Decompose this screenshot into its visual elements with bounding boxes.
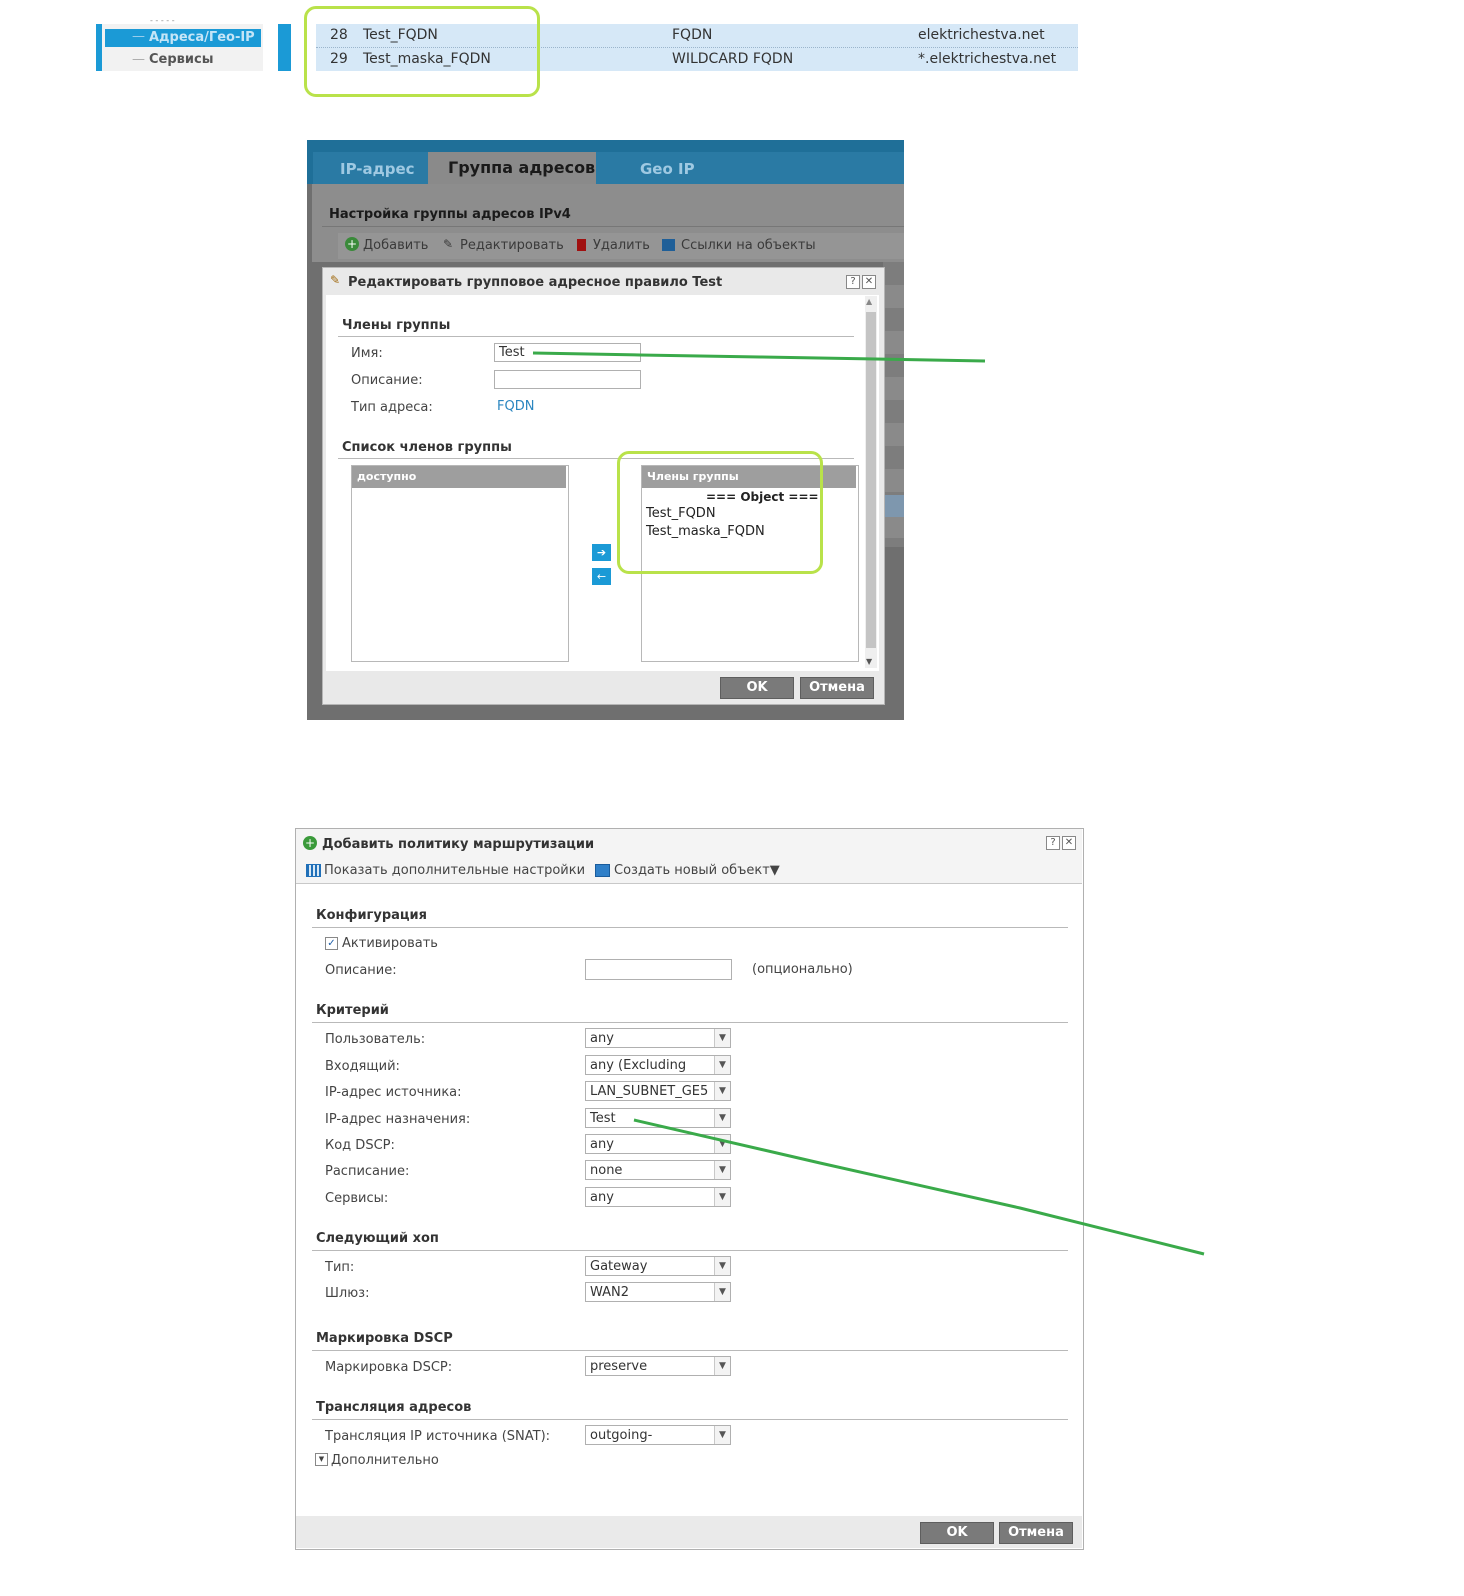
name-input[interactable]: Test xyxy=(494,343,641,362)
table-cell-type: WILDCARD FQDN xyxy=(672,51,794,67)
description-label: Описание: xyxy=(351,373,423,388)
section-config: Конфигурация xyxy=(316,908,427,923)
help-button[interactable]: ? xyxy=(846,275,860,289)
chevron-down-icon[interactable]: ▼ xyxy=(714,1029,730,1047)
chevron-down-icon[interactable]: ▼ xyxy=(714,1426,730,1444)
select-value: any xyxy=(590,1190,614,1205)
chevron-down-icon[interactable]: ▼ xyxy=(714,1188,730,1206)
select-value: Gateway xyxy=(590,1259,648,1274)
expand-icon[interactable]: ▼ xyxy=(315,1453,328,1466)
select-value: Test xyxy=(590,1111,616,1126)
activate-checkbox[interactable]: ✓ xyxy=(325,937,338,950)
user-label: Пользователь: xyxy=(325,1032,426,1047)
add-icon: + xyxy=(304,836,316,850)
select-value: outgoing- xyxy=(590,1428,653,1443)
tab-address-group[interactable]: Группа адресов xyxy=(448,158,596,177)
show-advanced-button[interactable]: Показать дополнительные настройки xyxy=(324,863,586,878)
ok-button[interactable]: OK xyxy=(920,1522,994,1544)
select-value: none xyxy=(590,1163,623,1178)
select-value: preserve xyxy=(590,1359,648,1374)
delete-button[interactable]: Удалить xyxy=(593,238,650,253)
available-list-header: доступно xyxy=(352,466,566,488)
snat-label: Трансляция IP источника (SNAT): xyxy=(325,1429,551,1444)
remove-member-button[interactable]: ← xyxy=(592,568,611,585)
description-label: Описание: xyxy=(325,963,397,978)
list-item-group-label: === Object === xyxy=(706,490,819,504)
chevron-down-icon[interactable]: ▼ xyxy=(714,1109,730,1127)
nav-partial-item: - - - - - xyxy=(150,16,175,25)
cancel-button[interactable]: Отмена xyxy=(999,1522,1073,1544)
address-type-value: FQDN xyxy=(497,399,535,414)
description-hint: (опционально) xyxy=(752,962,853,977)
chevron-down-icon[interactable]: ▼ xyxy=(714,1056,730,1074)
source-ip-label: IP-адрес источника: xyxy=(325,1085,462,1100)
section-title: Настройка группы адресов IPv4 xyxy=(329,207,571,222)
edit-icon: ✎ xyxy=(443,237,454,251)
add-button[interactable]: Добавить xyxy=(363,238,429,253)
chevron-down-icon[interactable]: ▼ xyxy=(714,1135,730,1153)
ok-button[interactable]: OK xyxy=(720,677,794,699)
list-item[interactable]: Test_FQDN xyxy=(646,506,716,521)
list-item[interactable]: Test_maska_FQDN xyxy=(646,524,765,539)
name-label: Имя: xyxy=(351,346,383,361)
tab-geo-ip[interactable]: Geo IP xyxy=(640,160,695,178)
table-cell-name[interactable]: Test_maska_FQDN xyxy=(363,51,491,67)
section-members: Члены группы xyxy=(342,318,451,333)
select-value: WAN2 xyxy=(590,1285,630,1300)
services-label: Сервисы: xyxy=(325,1191,389,1206)
table-cell-num: 28 xyxy=(330,27,348,43)
more-toggle[interactable]: Дополнительно xyxy=(331,1453,439,1468)
select-value: LAN_SUBNET_GE5 xyxy=(590,1084,709,1099)
table-cell-value: elektrichestva.net xyxy=(918,27,1045,43)
select-value: any (Excluding xyxy=(590,1058,687,1073)
scroll-down-icon[interactable]: ▼ xyxy=(866,657,873,666)
dialog-title: Добавить политику маршрутизации xyxy=(322,837,595,852)
select-value: any xyxy=(590,1137,614,1152)
table-cell-type: FQDN xyxy=(672,27,713,43)
members-list-header: Члены группы xyxy=(642,466,856,488)
incoming-label: Входящий: xyxy=(325,1059,400,1074)
chevron-down-icon[interactable]: ▼ xyxy=(714,1082,730,1100)
select-value: any xyxy=(590,1031,614,1046)
table-cell-value: *.elektrichestva.net xyxy=(918,51,1057,67)
table-cell-name[interactable]: Test_FQDN xyxy=(363,27,438,43)
address-type-label: Тип адреса: xyxy=(351,400,433,415)
destination-ip-label: IP-адрес назначения: xyxy=(325,1112,471,1127)
section-next-hop: Следующий хоп xyxy=(316,1231,439,1246)
references-button[interactable]: Ссылки на объекты xyxy=(681,238,816,253)
scroll-up-icon[interactable]: ▲ xyxy=(866,297,873,306)
chevron-down-icon[interactable]: ▼ xyxy=(714,1283,730,1301)
section-dscp-marking: Маркировка DSCP xyxy=(316,1331,453,1346)
close-button[interactable]: ✕ xyxy=(862,275,876,289)
table-cell-num: 29 xyxy=(330,51,348,67)
cancel-button[interactable]: Отмена xyxy=(800,677,874,699)
chevron-down-icon[interactable]: ▼ xyxy=(714,1257,730,1275)
gateway-label: Шлюз: xyxy=(325,1286,370,1301)
section-criteria: Критерий xyxy=(316,1003,389,1018)
add-member-button[interactable]: ➔ xyxy=(592,544,611,561)
dscp-marking-label: Маркировка DSCP: xyxy=(325,1360,453,1375)
type-label: Тип: xyxy=(325,1260,355,1275)
help-button[interactable]: ? xyxy=(1046,836,1060,850)
nav-dash: — xyxy=(132,29,145,44)
annotation-stroke xyxy=(634,1120,1204,1254)
close-button[interactable]: ✕ xyxy=(1062,836,1076,850)
activate-label: Активировать xyxy=(342,936,438,951)
add-icon: + xyxy=(346,237,358,251)
tab-ip-address[interactable]: IP-адрес xyxy=(340,160,415,178)
chevron-down-icon[interactable]: ▼ xyxy=(714,1357,730,1375)
dialog-title: Редактировать групповое адресное правило Test xyxy=(348,275,723,290)
edit-button[interactable]: Редактировать xyxy=(460,238,564,253)
section-address-translation: Трансляция адресов xyxy=(316,1400,472,1415)
dscp-code-label: Код DSCP: xyxy=(325,1138,395,1153)
nav-dash: — xyxy=(132,52,145,67)
section-member-list: Список членов группы xyxy=(342,440,512,455)
chevron-down-icon[interactable]: ▼ xyxy=(714,1161,730,1179)
nav-item-addresses[interactable]: Адреса/Гео-IP xyxy=(149,30,255,45)
nav-item-services[interactable]: Сервисы xyxy=(149,52,214,67)
schedule-label: Расписание: xyxy=(325,1164,410,1179)
edit-icon: ✎ xyxy=(330,273,341,287)
create-object-button[interactable]: Создать новый объект▼ xyxy=(614,863,780,878)
